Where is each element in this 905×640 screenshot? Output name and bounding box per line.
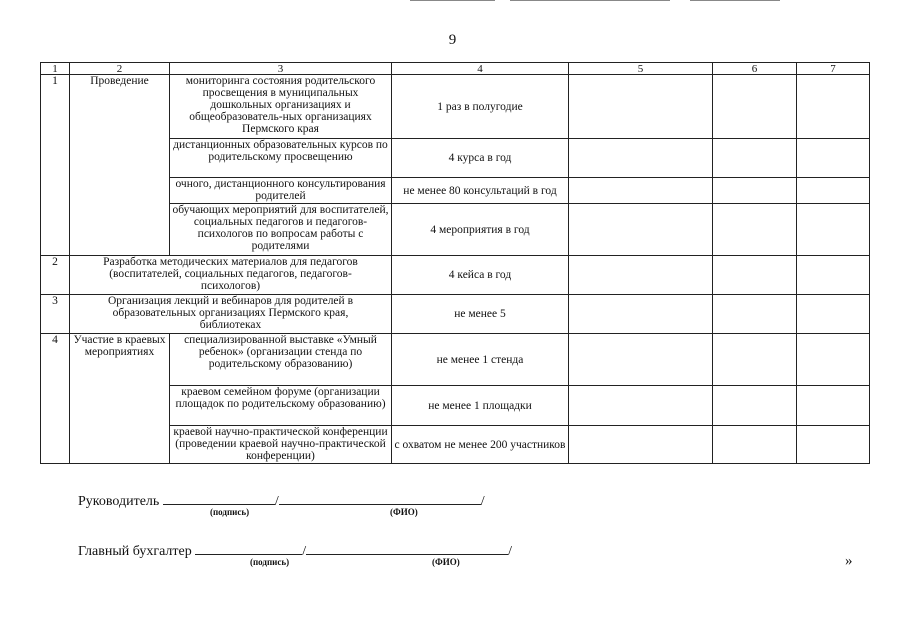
description-cell: Разработка методических материалов для педагогов (воспитателей, социальных педагогов, педагогов-психологов) <box>70 256 392 295</box>
empty-cell <box>797 256 870 295</box>
table-row <box>41 75 870 139</box>
slash: / <box>302 544 307 559</box>
indicator-cell: 4 мероприятия в год <box>392 204 569 256</box>
column-header: 2 <box>70 63 170 75</box>
column-header: 6 <box>713 63 797 75</box>
empty-cell <box>569 204 713 256</box>
signature-blank <box>195 540 302 555</box>
action-cell: Участие в краевых мероприятиях <box>70 334 170 464</box>
plan-table <box>40 62 870 464</box>
top-rule <box>510 0 670 1</box>
column-header: 1 <box>41 63 70 75</box>
empty-cell <box>797 75 870 139</box>
empty-cell <box>569 256 713 295</box>
empty-cell <box>713 204 797 256</box>
indicator-cell: не менее 5 <box>392 295 569 334</box>
subject-cell: специализированной выставке «Умный ребенок» (организации стенда по родительскому образованию) <box>170 334 392 386</box>
row-number: 4 <box>41 334 70 464</box>
signature-caption: (подпись) <box>250 557 290 567</box>
column-header: 7 <box>797 63 870 75</box>
empty-cell <box>569 139 713 178</box>
name-blank <box>279 490 481 505</box>
indicator-cell: не менее 80 консультаций в год <box>392 178 569 204</box>
empty-cell <box>713 295 797 334</box>
indicator-cell: 1 раз в полугодие <box>392 75 569 139</box>
slash: / <box>274 494 279 509</box>
signature-caption: (подпись) <box>210 507 250 517</box>
empty-cell <box>797 139 870 178</box>
subject-cell: очного, дистанционного консультирования родителей <box>170 178 392 204</box>
accountant-label: Главный бухгалтер <box>78 544 192 559</box>
empty-cell <box>797 178 870 204</box>
name-caption: (ФИО) <box>432 557 460 567</box>
head-label: Руководитель <box>78 494 160 509</box>
empty-cell <box>713 334 797 386</box>
empty-cell <box>713 426 797 464</box>
empty-cell <box>797 426 870 464</box>
row-number: 1 <box>41 75 70 256</box>
subject-cell: краевом семейном форуме (организации площадок по родительскому образованию) <box>170 386 392 426</box>
table-row <box>41 295 870 334</box>
empty-cell <box>713 256 797 295</box>
slash: / <box>508 544 513 559</box>
subject-cell: обучающих мероприятий для воспитателей, социальных педагогов и педагогов-психологов по вопросам работы с родителями <box>170 204 392 256</box>
signature-blank <box>163 490 275 505</box>
empty-cell <box>713 75 797 139</box>
indicator-cell: не менее 1 стенда <box>392 334 569 386</box>
table-row <box>41 334 870 386</box>
column-header: 4 <box>392 63 569 75</box>
row-number: 3 <box>41 295 70 334</box>
top-rule <box>690 0 780 1</box>
name-caption: (ФИО) <box>390 507 418 517</box>
page-number: 9 <box>448 32 457 48</box>
empty-cell <box>797 334 870 386</box>
name-blank <box>306 540 508 555</box>
empty-cell <box>713 386 797 426</box>
head-signature-line <box>78 490 485 510</box>
empty-cell <box>569 334 713 386</box>
top-rule <box>410 0 495 1</box>
closing-quote: » <box>845 553 853 569</box>
empty-cell <box>569 75 713 139</box>
empty-cell <box>713 139 797 178</box>
indicator-cell: 4 кейса в год <box>392 256 569 295</box>
column-header: 3 <box>170 63 392 75</box>
subject-cell: краевой научно-практической конференции (проведении краевой научно-практической конференции) <box>170 426 392 464</box>
slash: / <box>480 494 485 509</box>
action-cell: Проведение <box>70 75 170 256</box>
empty-cell <box>569 426 713 464</box>
empty-cell <box>797 386 870 426</box>
table-row <box>41 256 870 295</box>
column-header: 5 <box>569 63 713 75</box>
indicator-cell: не менее 1 площадки <box>392 386 569 426</box>
subject-cell: мониторинга состояния родительского просвещения в муниципальных дошкольных организациях и общеобразователь-ных организациях Пермского края <box>170 75 392 139</box>
empty-cell <box>569 295 713 334</box>
empty-cell <box>569 386 713 426</box>
empty-cell <box>797 204 870 256</box>
empty-cell <box>713 178 797 204</box>
empty-cell <box>569 178 713 204</box>
indicator-cell: 4 курса в год <box>392 139 569 178</box>
subject-cell: дистанционных образовательных курсов по родительскому просвещению <box>170 139 392 178</box>
empty-cell <box>797 295 870 334</box>
row-number: 2 <box>41 256 70 295</box>
table-header-row <box>41 63 870 75</box>
indicator-cell: с охватом не менее 200 участников <box>392 426 569 464</box>
description-cell: Организация лекций и вебинаров для родителей в образовательных организациях Пермского края, библиотеках <box>70 295 392 334</box>
